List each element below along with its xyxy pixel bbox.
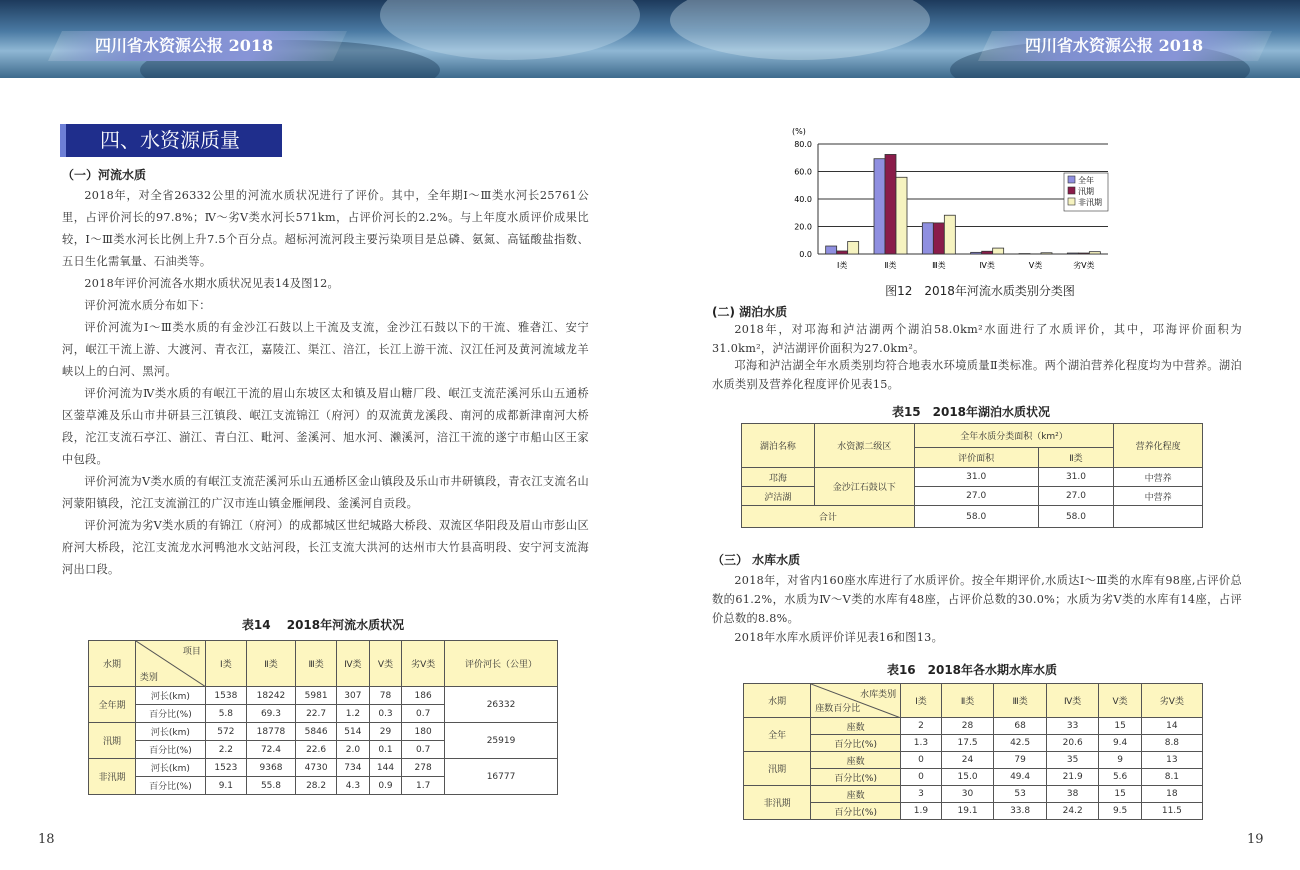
table16-col-2: Ⅱ类 xyxy=(941,684,994,718)
table16-cell: 19.1 xyxy=(941,803,994,820)
chart12-ytick: 80.0 xyxy=(794,140,812,149)
table16-cell: 9.4 xyxy=(1099,735,1141,752)
table16-cell: 21.9 xyxy=(1046,769,1099,786)
table16-row-label: 座数 xyxy=(811,718,901,735)
chart12-title: 图12 2018年河流水质类别分类图 xyxy=(885,284,1075,298)
table14-row-label: 百分比(%) xyxy=(135,705,205,723)
table16-cell: 8.8 xyxy=(1141,735,1202,752)
table14-col-5: Ⅴ类 xyxy=(369,641,402,687)
table14-cell: 0.3 xyxy=(369,705,402,723)
table16-cell: 15.0 xyxy=(941,769,994,786)
table14-cell: 18242 xyxy=(246,687,295,705)
table16-row-label: 座数 xyxy=(811,752,901,769)
chart12-legend-label: 全年 xyxy=(1078,176,1094,185)
table14-col-2: Ⅱ类 xyxy=(246,641,295,687)
table14-cell: 78 xyxy=(369,687,402,705)
table16-cell: 33.8 xyxy=(994,803,1047,820)
table16-period: 全年 xyxy=(744,718,811,752)
table16-cell: 0 xyxy=(901,769,942,786)
table15-cell: 27.0 xyxy=(1038,487,1114,506)
table16 xyxy=(743,683,1203,820)
chart12-bar xyxy=(848,241,859,254)
table15-cell: 58.0 xyxy=(1038,506,1114,528)
table14-cell: 5981 xyxy=(296,687,337,705)
table15-zone: 金沙江石鼓以下 xyxy=(814,468,914,506)
river-paragraph-2: 2018年评价河流各水期水质状况见表14及图12。 xyxy=(84,277,340,290)
chart12-bar xyxy=(1089,252,1100,254)
table14-header-total: 评价河长（公里） xyxy=(445,641,558,687)
table15-cell: 31.0 xyxy=(914,468,1038,487)
table16-cell: 33 xyxy=(1046,718,1099,735)
table14-row-label: 百分比(%) xyxy=(135,741,205,759)
header-title-right xyxy=(978,31,1272,61)
chart12-ylabel: (%) xyxy=(792,127,806,136)
table16-row-label: 百分比(%) xyxy=(811,735,901,752)
table14-cell: 1.2 xyxy=(337,705,370,723)
table16-header-period: 水期 xyxy=(744,684,811,718)
table14-cell: 69.3 xyxy=(246,705,295,723)
chart12-bar xyxy=(896,177,907,254)
table14-cell: 180 xyxy=(402,723,445,741)
table16-cell: 42.5 xyxy=(994,735,1047,752)
table14-cell: 22.7 xyxy=(296,705,337,723)
table16-cell: 35 xyxy=(1046,752,1099,769)
river-paragraph-7: 评价河流为劣Ⅴ类水质的有锦江（府河）的成都城区世纪城路大桥段、双流区华阳段及眉山市彭山区府河大桥段，沱江支流龙水河鸭池水文站河段，长江支流大洪河的达州市大竹县高明段、安宁河支流海河出口段。 xyxy=(62,519,589,576)
table16-cell: 28 xyxy=(941,718,994,735)
table14-cell: 72.4 xyxy=(246,741,295,759)
river-paragraph-6: 评价河流为Ⅴ类水质的有岷江支流茫溪河乐山五通桥区金山镇段及乐山市井研镇段，青衣江支流名山河蒙阳镇段，沱江支流湔江的广汉市连山镇金雁闸段、釜溪河自贡段。 xyxy=(62,475,589,510)
table14 xyxy=(88,640,558,795)
table15-cell: 58.0 xyxy=(914,506,1038,528)
table14-total: 26332 xyxy=(445,687,558,723)
table15-header-eval: 评价面积 xyxy=(914,448,1038,468)
table16-cell: 9.5 xyxy=(1099,803,1141,820)
table14-row-label: 河长(km) xyxy=(135,723,205,741)
table14-cell: 278 xyxy=(402,759,445,777)
table14-row-label: 河长(km) xyxy=(135,759,205,777)
table14-cell: 9.1 xyxy=(205,777,246,795)
lake-paragraph-2: 邛海和泸沽湖全年水质类别均符合地表水环境质量Ⅱ类标准。两个湖泊营养化程度均为中营养。湖泊水质类别及营养化程度评价见表15。 xyxy=(712,359,1242,391)
table14-cell: 1538 xyxy=(205,687,246,705)
table15-header-area: 全年水质分类面积（km²） xyxy=(914,424,1114,448)
table14-period: 非汛期 xyxy=(89,759,136,795)
reservoir-heading: （三） 水库水质 xyxy=(712,553,801,567)
chart12-bar xyxy=(1078,253,1089,254)
lake-paragraph-1: 2018年，对邛海和泸沽湖两个湖泊58.0km²水面进行了水质评价，其中，邛海评价面积为31.0km²，泸沽湖评价面积为27.0km²。 xyxy=(712,323,1242,355)
table14-cell: 22.6 xyxy=(296,741,337,759)
table15-header-ii: Ⅱ类 xyxy=(1038,448,1114,468)
chart12-bar xyxy=(982,251,993,254)
table16-row-label: 百分比(%) xyxy=(811,803,901,820)
chart12-legend-swatch xyxy=(1068,176,1075,183)
table16-cell: 14 xyxy=(1141,718,1202,735)
chart12-bar xyxy=(1067,253,1078,254)
table16-col-4: Ⅳ类 xyxy=(1046,684,1099,718)
table14-row-label: 河长(km) xyxy=(135,687,205,705)
table16-cell: 79 xyxy=(994,752,1047,769)
table14-cell: 2.2 xyxy=(205,741,246,759)
table14-cell: 144 xyxy=(369,759,402,777)
table14-cell: 4730 xyxy=(296,759,337,777)
table14-cell: 572 xyxy=(205,723,246,741)
table16-col-1: Ⅰ类 xyxy=(901,684,942,718)
table16-cell: 24 xyxy=(941,752,994,769)
table16-cell: 49.4 xyxy=(994,769,1047,786)
table14-cell: 514 xyxy=(337,723,370,741)
table14-cell: 28.2 xyxy=(296,777,337,795)
chart12-bar xyxy=(837,251,848,254)
section-title: 四、水资源质量 xyxy=(60,124,282,157)
table16-cell: 17.5 xyxy=(941,735,994,752)
header-title-right-text: 四川省水资源公报 2018 xyxy=(1025,36,1204,55)
table14-cell: 5846 xyxy=(296,723,337,741)
table14-cell: 5.8 xyxy=(205,705,246,723)
table14-cell: 0.9 xyxy=(369,777,402,795)
table16-header-item: 座数百分比 xyxy=(815,704,861,714)
table16-cell: 3 xyxy=(901,786,942,803)
table15-cell: 中营养 xyxy=(1114,487,1203,506)
table14-total: 25919 xyxy=(445,723,558,759)
chart12-ytick: 0.0 xyxy=(799,250,812,259)
table16-cell: 18 xyxy=(1141,786,1202,803)
page-number-right: 19 xyxy=(1247,832,1264,847)
table15-cell: 27.0 xyxy=(914,487,1038,506)
table14-cell: 2.0 xyxy=(337,741,370,759)
table14-period: 汛期 xyxy=(89,723,136,759)
table16-row-label: 座数 xyxy=(811,786,901,803)
table14-row-label: 百分比(%) xyxy=(135,777,205,795)
table14-header-cat: 类别 xyxy=(139,673,158,683)
lake-heading: (二) 湖泊水质 xyxy=(712,305,788,319)
reservoir-paragraph-1: 2018年，对省内160座水库进行了水质评价。按全年期评价,水质达Ⅰ～Ⅲ类的水库有98座,占评价总数的61.2%，水质为Ⅳ～Ⅴ类的水库有48座，占评价总数的30.0%；水质为劣Ⅴ类的水库有14座，占评价总数的8.8%。 xyxy=(712,574,1242,625)
chart12-bar xyxy=(874,159,885,254)
chart12-ytick: 40.0 xyxy=(794,195,812,204)
table16-cell: 1.3 xyxy=(901,735,942,752)
table14-col-6: 劣Ⅴ类 xyxy=(402,641,445,687)
table15 xyxy=(741,423,1203,528)
table16-cell: 11.5 xyxy=(1141,803,1202,820)
river-paragraph-5: 评价河流为Ⅳ类水质的有岷江干流的眉山东坡区太和镇及眉山糖厂段、岷江支流茫溪河乐山五通桥区蓥草滩及乐山市井研县三江镇段、岷江支流锦江（府河）的双流黄龙溪段、南河的成都新津南河大桥段，沱江支流石亭江、湔江、青白江、毗河、釜溪河、旭水河、濑溪河，涪江干流的遂宁市船山区王家中包段。 xyxy=(62,387,589,466)
river-paragraph-1: 2018年，对全省26332公里的河流水质状况进行了评价。其中，全年期Ⅰ～Ⅲ类水河长25761公里，占评价河长的97.8%；Ⅳ～劣Ⅴ类水河长571km，占评价河长的2.2%。与上年度水质评价成果比较，Ⅰ～Ⅲ类水河长比例上升7.5个百分点。超标河流河段主要污染项目是总磷、氨氮、高锰酸盐指数、五日生化需氧量、石油类等。 xyxy=(62,189,589,268)
chart12-xtick: Ⅱ类 xyxy=(884,261,897,270)
table16-cell: 30 xyxy=(941,786,994,803)
table16-cell: 0 xyxy=(901,752,942,769)
table15-header-name: 湖泊名称 xyxy=(742,424,815,468)
river-heading: （一）河流水质 xyxy=(62,168,147,182)
table14-cell: 18778 xyxy=(246,723,295,741)
table14-header-diag xyxy=(135,641,205,687)
chart12-ytick: 20.0 xyxy=(794,222,812,232)
table16-cell: 13 xyxy=(1141,752,1202,769)
table16-header-cat: 水库类别 xyxy=(860,690,897,700)
page-number-left: 18 xyxy=(38,832,55,847)
table14-header-period: 水期 xyxy=(89,641,136,687)
table15-lake-name: 泸沽湖 xyxy=(742,487,815,506)
table14-cell: 9368 xyxy=(246,759,295,777)
chart12-xtick: Ⅳ类 xyxy=(979,261,995,270)
table16-col-3: Ⅲ类 xyxy=(994,684,1047,718)
table14-period: 全年期 xyxy=(89,687,136,723)
chart12-bar xyxy=(922,223,933,254)
table14-col-1: Ⅰ类 xyxy=(205,641,246,687)
chart12-bar xyxy=(826,246,837,254)
header-title-left xyxy=(48,31,347,61)
table14-cell: 29 xyxy=(369,723,402,741)
table16-cell: 20.6 xyxy=(1046,735,1099,752)
reservoir-paragraph-2: 2018年水库水质评价详见表16和图13。 xyxy=(734,631,944,644)
table15-cell: 31.0 xyxy=(1038,468,1114,487)
table16-cell: 1.9 xyxy=(901,803,942,820)
table14-header-item: 项目 xyxy=(182,647,201,657)
table15-lake-name: 邛海 xyxy=(742,468,815,487)
table14-cell: 1523 xyxy=(205,759,246,777)
chart12-xtick: 劣Ⅴ类 xyxy=(1073,261,1095,270)
table15-header-trophic: 营养化程度 xyxy=(1114,424,1203,468)
table16-cell: 15 xyxy=(1099,786,1141,803)
table16-row-label: 百分比(%) xyxy=(811,769,901,786)
table14-total: 16777 xyxy=(445,759,558,795)
table16-period: 非汛期 xyxy=(744,786,811,820)
header-title-left-text: 四川省水资源公报 2018 xyxy=(95,36,274,55)
table16-cell: 9 xyxy=(1099,752,1141,769)
table16-col-5: Ⅴ类 xyxy=(1099,684,1141,718)
table16-caption: 表16 2018年各水期水库水质 xyxy=(886,663,1058,677)
river-paragraph-4: 评价河流为Ⅰ～Ⅲ类水质的有金沙江石鼓以上干流及支流，金沙江石鼓以下的干流、雅砻江、安宁河，岷江干流上游、大渡河、青衣江，嘉陵江、渠江、涪江，长江上游干流、汉江任河及黄河流域龙羊峡以上的白河、黑河。 xyxy=(62,321,589,378)
chart12-bar xyxy=(1041,253,1052,254)
chart12-ytick: 60.0 xyxy=(794,167,812,177)
table14-col-3: Ⅲ类 xyxy=(296,641,337,687)
table16-cell: 68 xyxy=(994,718,1047,735)
chart12-legend-swatch xyxy=(1068,187,1075,194)
table14-cell: 307 xyxy=(337,687,370,705)
river-paragraph-3: 评价河流水质分布如下： xyxy=(84,299,211,312)
table14-caption: 表14 2018年河流水质状况 xyxy=(241,618,405,632)
chart12-bar xyxy=(993,248,1004,254)
table15-header-zone: 水资源二级区 xyxy=(814,424,914,468)
table14-cell: 4.3 xyxy=(337,777,370,795)
table14-cell: 55.8 xyxy=(246,777,295,795)
table14-cell: 0.1 xyxy=(369,741,402,759)
table16-col-6: 劣Ⅴ类 xyxy=(1141,684,1202,718)
table16-cell: 5.6 xyxy=(1099,769,1141,786)
chart12-bar xyxy=(944,215,955,254)
table14-cell: 0.7 xyxy=(402,705,445,723)
table15-cell xyxy=(1114,506,1203,528)
table14-col-4: Ⅳ类 xyxy=(337,641,370,687)
chart12-xtick: Ⅰ类 xyxy=(836,261,848,270)
table16-cell: 24.2 xyxy=(1046,803,1099,820)
table16-cell: 8.1 xyxy=(1141,769,1202,786)
table15-total-label: 合计 xyxy=(742,506,915,528)
table15-caption: 表15 2018年湖泊水质状况 xyxy=(891,405,1051,419)
table14-cell: 0.7 xyxy=(402,741,445,759)
table16-cell: 2 xyxy=(901,718,942,735)
table16-cell: 15 xyxy=(1099,718,1141,735)
chart12-bar xyxy=(971,252,982,254)
table16-period: 汛期 xyxy=(744,752,811,786)
table14-cell: 186 xyxy=(402,687,445,705)
table14-cell: 1.7 xyxy=(402,777,445,795)
chart12-xtick: Ⅴ类 xyxy=(1028,261,1043,270)
table15-cell: 中营养 xyxy=(1114,468,1203,487)
chart12-legend-swatch xyxy=(1068,198,1075,205)
table16-header-diag xyxy=(811,684,901,718)
table16-cell: 38 xyxy=(1046,786,1099,803)
chart12-legend-label: 汛期 xyxy=(1078,187,1094,196)
chart12-bar xyxy=(933,223,944,254)
table16-cell: 53 xyxy=(994,786,1047,803)
chart12 xyxy=(770,122,1190,277)
chart12-xtick: Ⅲ类 xyxy=(932,261,946,270)
chart12-legend-label: 非汛期 xyxy=(1078,198,1102,207)
table14-cell: 734 xyxy=(337,759,370,777)
chart12-bar xyxy=(885,154,896,254)
